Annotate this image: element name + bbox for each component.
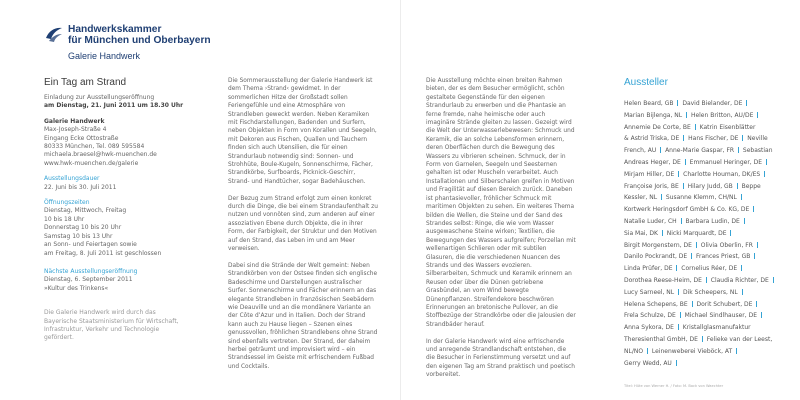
next-exhibition-heading: Nächste Ausstellungseröffnung bbox=[44, 267, 138, 275]
exhibitor-line: Helen Beard, GB David Bielander, DE bbox=[624, 98, 784, 110]
next-exhibition-title: »Kultur des Trinkens« bbox=[44, 284, 109, 292]
description-column-1 bbox=[228, 77, 378, 380]
hours-line: Donnerstag 10 bis 20 Uhr bbox=[44, 224, 122, 232]
exhibitor-line: Danilo Pockrandt, DE Frances Priest, GB bbox=[624, 251, 784, 263]
exhibitor-line: Anna Sykora, DE Kristallglasmanufaktur bbox=[624, 324, 751, 332]
duration-text: 22. Juni bis 30. Juli 2011 bbox=[44, 183, 117, 191]
separator-bar bbox=[737, 183, 738, 189]
exhibitor-line: Andreas Heger, DE Emmanuel Heringer, DE bbox=[624, 157, 784, 169]
separator-bar bbox=[741, 265, 742, 271]
exhibitor-line: French, AU Anne-Marie Gaspar, FR Sebastian bbox=[624, 147, 773, 155]
separator-bar bbox=[742, 135, 743, 141]
hours-line: 10 bis 18 Uhr bbox=[44, 215, 85, 223]
exhibitor-line: Linda Prüfer, DE Cornelius Réer, DE bbox=[624, 263, 784, 275]
separator-bar bbox=[764, 171, 765, 177]
duration-block bbox=[44, 175, 212, 192]
exhibitor-line: Kessler, NL Susanne Klemm, CH/NL bbox=[624, 192, 784, 204]
separator-bar bbox=[662, 230, 663, 236]
separator-bar bbox=[686, 112, 687, 118]
paragraph: Dabei sind die Strände der Welt gemeint: Neben Strandkörben von der Ostsee finden sich englische Badeschirme und Darstellungen australischer Surfer. Sonnenschirme und Fächer erinnern an das elegante Strandleben in französischen Seebädern wie Deauville und an die mondänere Variante an der Côte d’Azur und in Italien. Doch der Strand kann auch zu Hause liegen – Szenen eines genussvollen, fröhlichen Strandlebens ohne Strand sind ebenfalls vertreten. Der Strand, der daheim herbei geträumt und improvisiert wird – ein Strandsessel im Geiste mit erfrischendem Fußbad und Cocktails. bbox=[228, 262, 378, 370]
separator-bar bbox=[680, 312, 681, 318]
funding-line: Bayerische Staatsministerium für Wirtschaft, bbox=[44, 317, 179, 325]
hours-line: Samstag 10 bis 13 Uhr bbox=[44, 232, 113, 240]
separator-bar bbox=[678, 171, 679, 177]
exhibitor-line: Sia Mai, DK Nicki Marquardt, DE bbox=[624, 228, 784, 240]
separator-bar bbox=[761, 312, 762, 318]
separator-bar bbox=[678, 289, 679, 295]
separator-bar bbox=[661, 194, 662, 200]
exhibitor-line: Françoise Joris, BE Hilary Judd, GB Beppe bbox=[624, 182, 761, 190]
duration-heading: Ausstellungsdauer bbox=[44, 175, 100, 183]
hwk-logo-icon bbox=[44, 24, 64, 44]
address-line: Eingang Ecke Ottostraße bbox=[44, 134, 119, 142]
separator-bar bbox=[753, 206, 754, 212]
hours-block bbox=[44, 199, 212, 258]
next-exhibition-date: Dienstag, 6. September 2011 bbox=[44, 276, 133, 284]
invitation-line: Einladung zur Ausstellungseröffnung bbox=[44, 94, 155, 101]
exhibitor-line: Natalie Luder, CH Barbara Ludin, DE bbox=[624, 216, 784, 228]
separator-bar bbox=[676, 360, 677, 366]
invitation-text bbox=[44, 94, 212, 111]
hours-heading: Öffnungszeiten bbox=[44, 199, 90, 207]
funding-line: Die Galerie Handwerk wird durch das bbox=[44, 309, 156, 317]
exhibitor-line: Gerry Wedd, AU bbox=[624, 358, 784, 370]
separator-bar bbox=[647, 348, 648, 354]
exhibitor-line: Helena Schepens, BE Dorit Schubert, DE bbox=[624, 299, 784, 311]
exhibitors-list bbox=[624, 77, 784, 369]
separator-bar bbox=[746, 100, 747, 106]
separator-bar bbox=[773, 277, 774, 283]
exhibitors-heading: Aussteller bbox=[624, 77, 668, 88]
email-link[interactable]: michaela.braesel@hwk-muenchen.de bbox=[44, 151, 157, 159]
logo-subtitle: Galerie Handwerk bbox=[68, 51, 141, 61]
website-link[interactable]: www.hwk-muenchen.de/galerie bbox=[44, 159, 139, 167]
separator-bar bbox=[676, 265, 677, 271]
hours-line: am Freitag, 8. Juli 2011 ist geschlossen bbox=[44, 249, 162, 257]
invitation-info bbox=[44, 77, 212, 350]
exhibitor-line: Frela Schulze, DE Michael Sindlhauser, DE bbox=[624, 310, 784, 322]
paragraph: Der Bezug zum Strand erfolgt zum einen konkret durch die Dinge, die bei einem Strandaufenthalt zu nutzen und vonnöten sind, zum anderen auf einer assoziativen Ebene durch Objekte, die in ihrer Form, der Farbigkeit, der Struktur und den Motiven auf den Strand, das Leben im und am Meer verweisen. bbox=[228, 195, 378, 253]
hours-line: an Sonn- und Feiertagen sowie bbox=[44, 241, 137, 249]
fold-line bbox=[400, 0, 401, 400]
funding-line: Infrastruktur, Verkehr und Technologie bbox=[44, 325, 160, 333]
separator-bar bbox=[730, 230, 731, 236]
separator-bar bbox=[683, 135, 684, 141]
separator-bar bbox=[741, 194, 742, 200]
exhibitor-line: NL/NO Leinenweberei Vieböck, AT bbox=[624, 346, 784, 358]
separator-bar bbox=[757, 112, 758, 118]
exhibition-title: Ein Tag am Strand bbox=[44, 77, 127, 88]
separator-bar bbox=[754, 253, 755, 259]
paragraph: Die Ausstellung möchte einen breiten Rahmen bieten, der es dem Besucher ermöglicht, schön gestaltete Gegenstände für den eigenen Strandurlaub zu erwerben und die Phantasie an ferne fremde, nahe heimische oder auch imaginäre Strände gleiten zu lassen. Gezeigt wird die Welt der Unterwasserlebewesen: Schmuck und Keramik, die an solche Lebensformen erinnern, deren Oberflächen durch die Bewegung des Wassers zu vibrieren scheinen. Schmuck, der in Form von Garnelen, Seegeln und Seesternen gehalten ist oder Muscheln verarbeitet. Auch Installationen und Silberschalen greifen in Motiven und Fragilität auf diesen Bereich zurück. Daneben ist phantasievoller, fröhlicher Schmuck mit maritimen Objekten zu sehen. Ein weiteres Thema bilden die Wellen, die Steine und der Sand des Strandes selbst: Ringe, die wie vom Wasser ausgewaschene Steine wirken; Textilien, die Bewegungen des Wassers aufgreifen; Porzellan mit wellenartigen Schlieren oder mit subtilen Glasuren, die die verschiedenen Nuancen des Strands und des Wassers evozieren. Silberarbeiten, Schmuck und Keramik erinnern an Reusen oder über die Dünen getriebene Grasbündel, an vom Wind bewegte Dünenpflanzen. Streifendekore beschwören Erinnerungen an bretonische Pullover, an die Stoffbezüge der Strandkörbe oder die Jalousien der Strandbäder herauf. bbox=[426, 78, 576, 328]
exhibitor-line: Theresienthal GmbH, DE Felieke van der Leest, bbox=[624, 335, 773, 343]
separator-bar bbox=[692, 301, 693, 307]
exhibitors-lines bbox=[624, 98, 784, 369]
separator-bar bbox=[738, 147, 739, 153]
exhibitor-line: Kortwerk Heringsdorf GmbH & Co. KG, DE bbox=[624, 204, 784, 216]
paragraph: In der Galerie Handwerk wird eine erfrischende und anregende Strandlandschaft entstehen, die die Besucher in Ferienstimmung versetzt und auf den eigenen Tag am Strand praktisch und poetisch vorbereitet. bbox=[426, 338, 575, 379]
opening-date: am Dienstag, 21. Juni 2011 um 18.30 Uhr bbox=[44, 102, 184, 110]
exhibitor-line: Birgit Morgenstern, DE Olivia Oberlin, FR bbox=[624, 240, 784, 252]
separator-bar bbox=[706, 277, 707, 283]
separator-bar bbox=[744, 218, 745, 224]
logo-line-2: für München und Oberbayern bbox=[68, 35, 211, 46]
exhibitor-line: Mirjam Hiller, DE Charlotte Houman, DK/ES bbox=[624, 169, 784, 181]
exhibitor-line: Dorothea Reese-Heim, DE Claudia Richter, DE bbox=[624, 275, 784, 287]
separator-bar bbox=[695, 124, 696, 130]
separator-bar bbox=[677, 100, 678, 106]
exhibitor-line: Lucy Sarneel, NL Dik Scheepers, NL bbox=[624, 287, 784, 299]
funding-line: gefördert. bbox=[44, 334, 74, 342]
gallery-name: Galerie Handwerk bbox=[44, 117, 105, 125]
logo-line-1: Handwerkskammer bbox=[68, 24, 162, 35]
separator-bar bbox=[757, 242, 758, 248]
separator-bar bbox=[742, 289, 743, 295]
address-line: Max-Joseph-Straße 4 bbox=[44, 126, 107, 134]
separator-bar bbox=[756, 301, 757, 307]
separator-bar bbox=[681, 218, 682, 224]
next-exhibition-block bbox=[44, 268, 212, 293]
address-line: 80333 München, Tel. 089 595584 bbox=[44, 143, 145, 151]
description-column-2 bbox=[426, 77, 576, 388]
exhibitor-line: Marian Bijlenga, NL Helen Britton, AU/DE bbox=[624, 110, 784, 122]
exhibitor-line: & Astrid Triska, DE Hans Fischer, DE Neville bbox=[624, 135, 768, 143]
separator-bar bbox=[691, 253, 692, 259]
separator-bar bbox=[660, 147, 661, 153]
hwk-logo[interactable] bbox=[44, 22, 244, 67]
exhibitor-line: Annemie De Corte, BE Katrin Eisenblätter bbox=[624, 123, 756, 131]
separator-bar bbox=[696, 242, 697, 248]
photo-credit: Titel: Hüte von Werner H. / Foto: M. Bock von Waechter bbox=[624, 384, 724, 388]
hours-line: Dienstag, Mittwoch, Freitag bbox=[44, 207, 127, 215]
paragraph: Die Sommerausstellung der Galerie Handwerk ist dem Thema ›Strand‹ gewidmet. In der sommerlichen Hitze der Großstadt sollen Feriengefühle und eine Atmosphäre von Strandleben geweckt werden. Neben Keramiken mit Fischdarstellungen, Badenden und Surfern, neben Objekten in Form von Korallen und Seegeln, mit Dekoren aus Fischen, Quallen und Tauchern finden sich auch Utensilien, die für einen Strandurlaub notwendig sind: Sonnen- und Strohhüte, Boule-Kugeln, Sonnenschirme, Fächer, Strandkörbe, Surfboards, Picknick-Geschirr, Strand- und Handtücher, sogar Badehäuschen. bbox=[228, 78, 377, 185]
separator-bar bbox=[702, 336, 703, 342]
separator-bar bbox=[685, 159, 686, 165]
address-block bbox=[44, 118, 212, 168]
separator-bar bbox=[678, 324, 679, 330]
separator-bar bbox=[683, 183, 684, 189]
separator-bar bbox=[736, 348, 737, 354]
funding-note bbox=[44, 309, 212, 343]
separator-bar bbox=[766, 159, 767, 165]
